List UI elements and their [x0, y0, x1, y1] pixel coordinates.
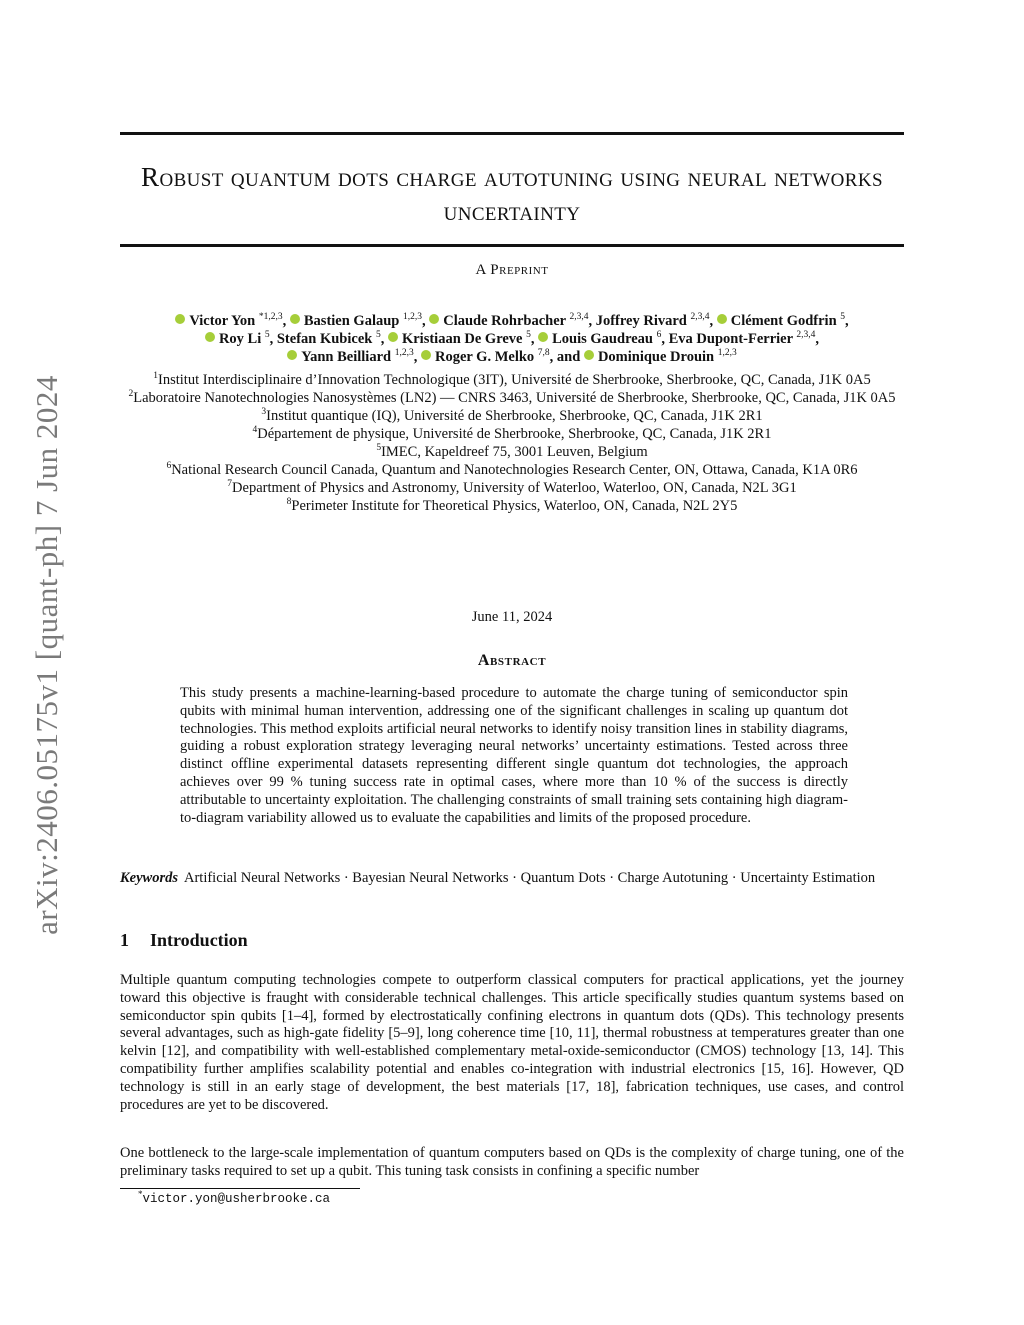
footnote-email: [138, 1188, 331, 1206]
body-paragraph: Multiple quantum computing technologies compete to outperform classical computers for practical applications, yet the journey toward this objective is fraught with considerable technical challenges. This article specifically studies quantum systems based on semiconductor spin qubits [1–4], formed by electrostatically confining electrons in quantum dots (QDs). This technology presents several advantages, such as high-gate fidelity [5–9], long coherence time [10, 11], thermal robustness at temperatures greater than one kelvin [12], and compatibility with well-established complementary metal-oxide-semiconductor (CMOS) technology [13, 14]. This compatibility further amplifies scalability potential and enables co-integration with industrial electronics [15, 16]. However, QD technology is still in an early stage of development, the best materials [17, 18], fabrication techniques, use cases, and control procedures are yet to be discovered.: [120, 972, 904, 1113]
orcid-icon[interactable]: [175, 314, 185, 324]
orcid-icon[interactable]: [290, 314, 300, 324]
author: Dominique Drouin $^{1,2,3}$: [584, 349, 737, 365]
preprint-label: A Preprint: [475, 262, 549, 278]
abstract-heading: Abstract: [477, 652, 547, 669]
orcid-icon[interactable]: [429, 314, 439, 324]
section-heading-introduction: [120, 930, 248, 951]
paper-title: Robust quantum dots charge autotuning using neural networks uncertainty: [141, 162, 883, 226]
footnote-text[interactable]: victor.yon@usherbrooke.ca: [142, 1192, 331, 1206]
footnote-mark: *: [138, 1188, 143, 1199]
keywords-label: Keywords: [120, 870, 178, 886]
author: Kristiaan De Greve $^5$,: [388, 331, 535, 347]
orcid-icon[interactable]: [205, 332, 215, 342]
affiliation: $^6$National Research Council Canada, Quantum and Nanotechnologies Research Center, ON, Ottawa, Canada, K1A 0R6: [166, 461, 858, 478]
title-rule-bottom: [120, 244, 904, 247]
orcid-icon[interactable]: [287, 350, 297, 360]
publication-date: June 11, 2024: [471, 609, 553, 625]
author: Bastien Galaup $^{1,2,3}$,: [290, 313, 426, 329]
author: Clément Godfrin $^5$,: [717, 313, 849, 329]
orcid-icon[interactable]: [421, 350, 431, 360]
author-list: [115, 312, 909, 366]
orcid-icon[interactable]: [584, 350, 594, 360]
footnote-rule: [120, 1188, 360, 1189]
arxiv-identifier: arXiv:2406.05175v1 [quant-ph] 7 Jun 2024: [29, 375, 64, 935]
keywords: [120, 869, 904, 887]
affiliation: $^8$Perimeter Institute for Theoretical Physics, Waterloo, ON, Canada, N2L 2Y5: [286, 497, 738, 514]
affiliation: $^4$Département de physique, Université de Sherbrooke, Sherbrooke, QC, Canada, J1K 2R1: [252, 425, 772, 442]
affiliation: $^1$Institut Interdisciplinaire d’Innovation Technologique (3IT), Université de Sherbrooke, Sherbrooke, QC, Canada, J1K 0A5: [153, 371, 871, 388]
author: Stefan Kubicek $^5$,: [276, 330, 385, 347]
body-paragraph: One bottleneck to the large-scale implementation of quantum computers based on QDs is the complexity of charge tuning, one of the preliminary tasks required to set up a qubit. This tuning task consists in confining a specific number: [120, 1145, 904, 1179]
affiliation: $^3$Institut quantique (IQ), Université de Sherbrooke, Sherbrooke, QC, Canada, J1K 2R1: [261, 407, 763, 424]
title-rule-top: [120, 132, 904, 135]
arxiv-sidebar: [30, 350, 64, 960]
keywords-text: Artificial Neural Networks · Bayesian Neural Networks · Quantum Dots · Charge Autotuning · Uncertainty Estimation: [184, 870, 876, 886]
author: Yann Beilliard $^{1,2,3}$,: [287, 349, 417, 365]
author: Joffrey Rivard $^{2,3,4}$,: [595, 312, 714, 329]
affiliation: $^5$IMEC, Kapeldreef 75, 3001 Leuven, Belgium: [376, 443, 648, 460]
affiliation-list: [115, 371, 909, 515]
orcid-icon[interactable]: [388, 332, 398, 342]
affiliation: $^2$Laboratoire Nanotechnologies Nanosystèmes (LN2) — CNRS 3463, Université de Sherbrooke, Sherbrooke, QC, Canada, J1K 0A5: [128, 389, 896, 406]
section-number: 1: [120, 930, 129, 950]
author: Roger G. Melko $^{7,8}$, and: [421, 349, 580, 365]
orcid-icon[interactable]: [538, 332, 548, 342]
orcid-icon[interactable]: [717, 314, 727, 324]
author: Roy Li $^5$,: [205, 331, 273, 347]
abstract-text: This study presents a machine-learning-based procedure to automate the charge tuning of semiconductor spin qubits with minimal human intervention, addressing one of the significant challenges in scaling up quantum dot technologies. This method exploits artificial neural networks to identify noisy transition lines in stability diagrams, guiding a robust exploration strategy leveraging neural networks’ uncertainty estimations. Tested across three distinct offline experimental datasets representing different single quantum dot technologies, the approach achieves over 99 % tuning success rate in optimal cases, where more than 10 % of the success is directly attributable to uncertainty exploitation. The challenging constraints of small training sets containing high diagram-to-diagram variability allowed us to evaluate the capabilities and limits of the proposed procedure.: [180, 685, 848, 826]
author: Eva Dupont-Ferrier $^{2,3,4}$,: [668, 330, 820, 347]
affiliation: $^7$Department of Physics and Astronomy, University of Waterloo, Waterloo, ON, Canada, N2L 3G1: [227, 479, 797, 496]
author: Louis Gaudreau $^6$,: [538, 331, 665, 347]
author: Claude Rohrbacher $^{2,3,4}$,: [429, 313, 592, 329]
author: Victor Yon $^{*1,2,3}$,: [175, 313, 286, 329]
section-title: Introduction: [150, 930, 248, 950]
